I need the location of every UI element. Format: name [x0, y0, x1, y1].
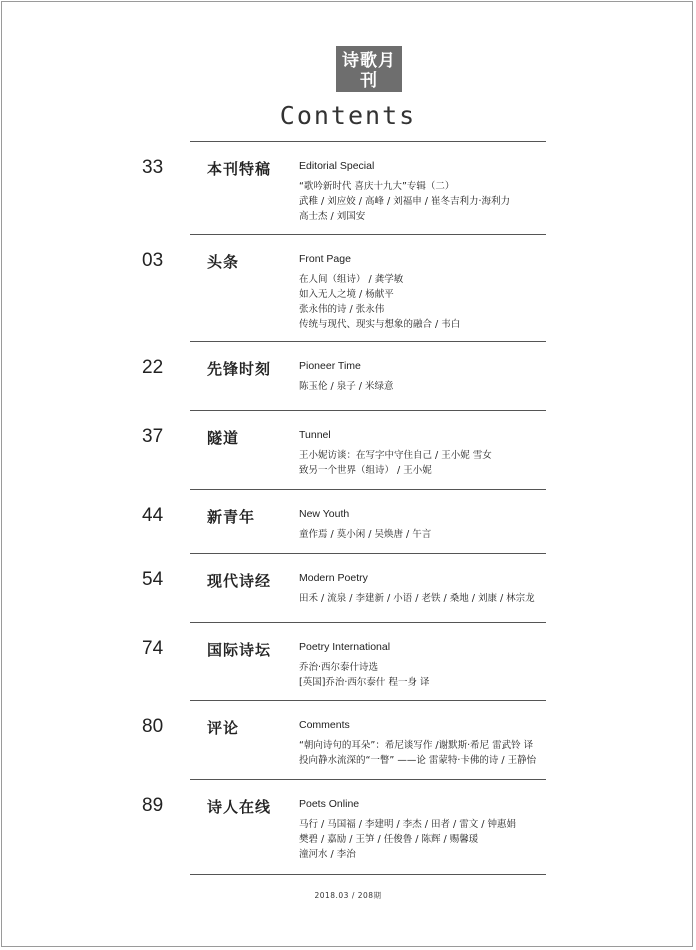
divider: [190, 410, 546, 411]
toc-entry: 马行 / 马国福 / 李建明 / 李杰 / 田者 / 雷文 / 钟惠娟: [299, 819, 516, 830]
section-items: [299, 817, 516, 862]
section-title-cn: 头条: [207, 253, 240, 271]
toc-entry: 如入无人之境 / 杨献平: [299, 289, 394, 300]
section-title-en: Modern Poetry: [299, 572, 368, 584]
toc-entry: 陈玉伦 / 泉子 / 米绿意: [299, 381, 394, 392]
page-number: 22: [142, 357, 164, 378]
section-items: [299, 660, 429, 690]
page-number: 44: [142, 505, 164, 526]
page-number: 74: [142, 638, 164, 659]
section-title-en: Editorial Special: [299, 160, 375, 172]
section-title-cn: 评论: [207, 719, 240, 737]
section-title-en: Front Page: [299, 253, 351, 265]
section-title-cn: 新青年: [207, 508, 256, 526]
section-title-en: Poetry International: [299, 641, 391, 653]
toc-entry: 致另一个世界（组诗） / 王小妮: [299, 465, 432, 476]
divider: [190, 141, 546, 142]
divider: [190, 622, 546, 623]
divider: [190, 700, 546, 701]
page-number: 80: [142, 716, 164, 737]
page-title: Contents: [279, 101, 417, 130]
section-title-cn: 国际诗坛: [207, 641, 272, 659]
page-number: 03: [142, 250, 164, 271]
section-items: [299, 272, 460, 332]
section-items: [299, 738, 536, 768]
page-number: 37: [142, 426, 164, 447]
section-title-en: Comments: [299, 719, 350, 731]
toc-entry: 高士杰 / 刘国安: [299, 211, 366, 222]
divider: [190, 341, 546, 342]
logo-english-title: POETRY MONTHLY: [337, 93, 401, 99]
logo-chinese-title: 诗歌月刊: [342, 51, 396, 91]
section-title-en: Poets Online: [299, 798, 360, 810]
toc-entry: 田禾 / 流泉 / 李建新 / 小语 / 老铁 / 桑地 / 刘康 / 林宗龙: [299, 593, 535, 604]
magazine-logo: [336, 46, 402, 99]
section-title-cn: 隧道: [207, 429, 240, 447]
toc-entry: 投向静水流深的“一瞥” ——论 雷蒙特·卡佛的诗 / 王静怡: [299, 755, 537, 766]
divider: [190, 489, 546, 490]
section-items: [299, 591, 535, 606]
toc-entry: 张永伟的诗 / 张永伟: [299, 304, 385, 315]
section-items: [299, 448, 492, 478]
page-number: 33: [142, 157, 164, 178]
toc-entry: 在人间（组诗） / 龚学敏: [299, 274, 404, 285]
section-title-cn: 本刊特稿: [207, 160, 272, 178]
page-number: 89: [142, 795, 164, 816]
toc-entry: 潼河水 / 李治: [299, 849, 356, 860]
divider: [190, 553, 546, 554]
section-title-cn: 诗人在线: [207, 798, 272, 816]
toc-entry: 乔治·西尔泰什诗选: [299, 662, 379, 673]
divider: [190, 874, 546, 875]
page-number: 54: [142, 569, 164, 590]
toc-entry: [英国]乔治·西尔泰什 程一身 译: [299, 677, 430, 688]
divider: [190, 234, 546, 235]
section-items: [299, 379, 393, 394]
toc-entry: “朝向诗句的耳朵”：希尼谈写作 /谢默斯·希尼 雷武铃 译: [299, 740, 534, 751]
section-title-cn: 先锋时刻: [207, 360, 272, 378]
section-title-en: New Youth: [299, 508, 350, 520]
section-items: [299, 527, 431, 542]
toc-entry: 武稚 / 刘应姣 / 高峰 / 刘福申 / 崔冬吉利力·海利力: [299, 196, 510, 207]
toc-entry: 樊碧 / 嘉励 / 王笋 / 任俊鲁 / 陈辉 / 赐馨瑗: [299, 834, 479, 845]
toc-entry: “歌吟新时代 喜庆十九大”专辑（二）: [299, 181, 455, 192]
toc-entry: 童作焉 / 莫小闲 / 吴焕唐 / 午言: [299, 529, 432, 540]
toc-entry: 王小妮访谈：在写字中守住自己 / 王小妮 雪女: [299, 450, 492, 461]
issue-number: 2018.03 / 208期: [314, 891, 382, 900]
section-items: [299, 179, 510, 224]
section-title-en: Pioneer Time: [299, 360, 361, 372]
divider: [190, 779, 546, 780]
section-title-en: Tunnel: [299, 429, 331, 441]
toc-entry: 传统与现代、现实与想象的融合 / 韦白: [299, 319, 461, 330]
section-title-cn: 现代诗经: [207, 572, 272, 590]
